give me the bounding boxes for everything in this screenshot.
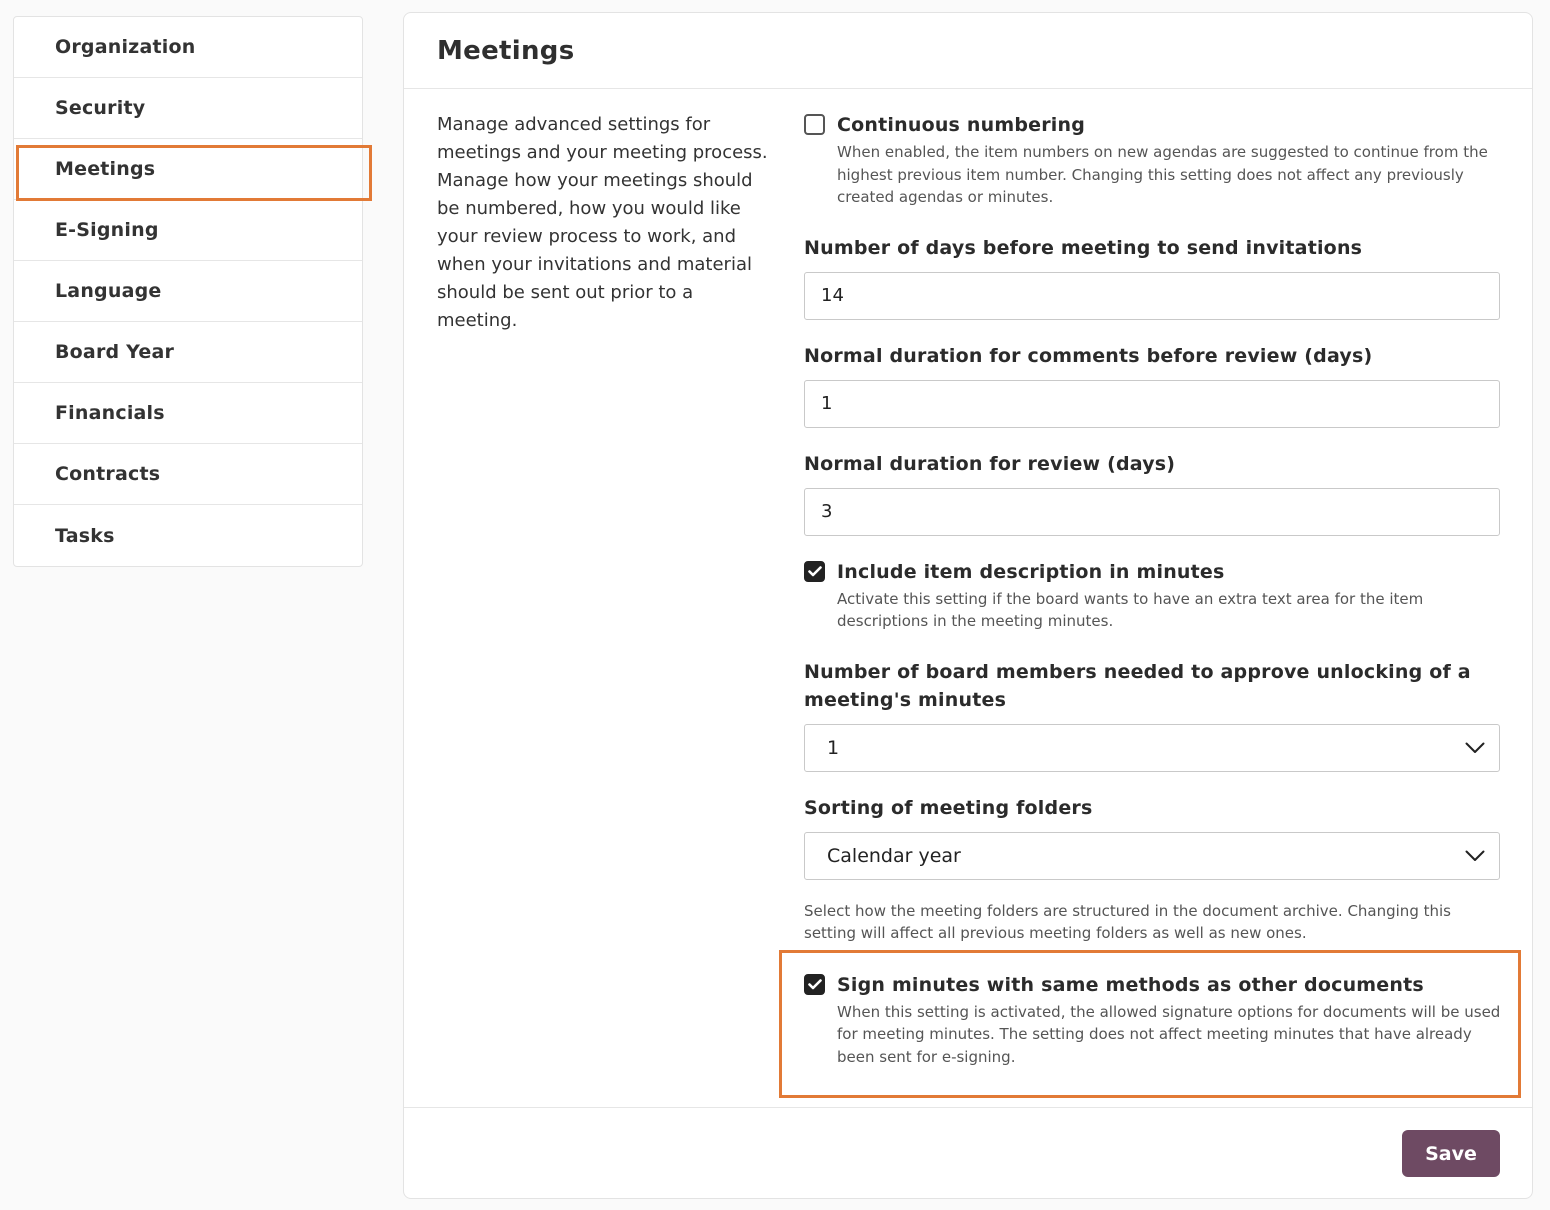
sign-minutes-help: When this setting is activated, the allowed signature options for documents will be used for meeting minutes. The setting does not affect meeting minutes that have already been sent for e-signing. [837, 1002, 1501, 1066]
sidebar-item-label: Security [55, 97, 146, 119]
save-button[interactable]: Save [1402, 1130, 1500, 1177]
folder-sorting-value: Calendar year [827, 844, 961, 867]
sidebar-item-language[interactable] [14, 261, 362, 322]
include-description-setting [804, 558, 1501, 633]
include-description-label: Include item description in minutes [837, 560, 1225, 583]
continuous-numbering-checkbox[interactable] [804, 114, 825, 135]
invite-days-setting [804, 234, 1501, 320]
sign-minutes-checkbox[interactable] [804, 974, 825, 995]
sidebar-item-label: Board Year [55, 341, 175, 363]
settings-sidebar [13, 16, 363, 567]
comment-duration-setting [804, 342, 1501, 428]
unlock-members-setting [804, 658, 1501, 772]
folder-sorting-help: Select how the meeting folders are structured in the document archive. Changing this setting will affect all previous meeting folders as well as new ones. [804, 901, 1451, 942]
sidebar-item-contracts[interactable] [14, 444, 362, 505]
check-icon [808, 979, 822, 990]
include-description-help: Activate this setting if the board wants to have an extra text area for the item descriptions in the meeting minutes. [837, 589, 1424, 630]
check-icon [808, 566, 822, 577]
folder-sorting-select[interactable] [804, 832, 1500, 880]
invite-days-label: Number of days before meeting to send invitations [804, 236, 1363, 259]
folder-sorting-label: Sorting of meeting folders [804, 796, 1093, 819]
invite-days-input[interactable]: 14 [804, 272, 1500, 320]
sidebar-item-label: Meetings [55, 158, 156, 180]
sidebar-item-label: Financials [55, 402, 165, 424]
folder-sorting-setting [804, 794, 1501, 945]
sidebar-item-organization[interactable] [14, 17, 362, 78]
intro-text: Manage advanced settings for meetings and your meeting process. Manage how your meetings should be numbered, how you would like your review process to work, and when your invitations and material should be sent out prior to a meeting. [437, 114, 768, 331]
sign-minutes-setting [804, 971, 1501, 1069]
sidebar-item-board-year[interactable] [14, 322, 362, 383]
continuous-numbering-label: Continuous numbering [837, 114, 1086, 136]
sidebar-item-label: Tasks [55, 524, 115, 547]
sidebar-item-e-signing[interactable] [14, 200, 362, 261]
sidebar-item-label: Language [55, 280, 162, 302]
comment-duration-input[interactable]: 1 [804, 380, 1500, 428]
sidebar-item-label: Organization [55, 36, 196, 58]
continuous-numbering-help: When enabled, the item numbers on new agendas are suggested to continue from the highest previous item number. Changing this setting does not affect any previously created agendas or minutes. [837, 143, 1488, 206]
continuous-numbering-setting [804, 111, 1501, 209]
include-description-checkbox[interactable] [804, 561, 825, 582]
sidebar-item-financials[interactable] [14, 383, 362, 444]
sidebar-item-meetings[interactable] [14, 139, 362, 200]
comment-duration-label: Normal duration for comments before review (days) [804, 344, 1373, 367]
unlock-members-label: Number of board members needed to approve unlocking of a meeting's minutes [804, 660, 1471, 711]
chevron-down-icon [1465, 850, 1485, 862]
review-duration-label: Normal duration for review (days) [804, 452, 1176, 475]
review-duration-setting [804, 450, 1501, 536]
sidebar-item-security[interactable] [14, 78, 362, 139]
card-header [404, 13, 1532, 89]
sidebar-item-label: E-Signing [55, 219, 159, 241]
chevron-down-icon [1465, 742, 1485, 754]
unlock-members-value: 1 [827, 736, 840, 759]
card-footer [404, 1107, 1532, 1199]
sign-minutes-label: Sign minutes with same methods as other documents [837, 973, 1424, 996]
review-duration-input[interactable]: 3 [804, 488, 1500, 536]
settings-form [804, 111, 1501, 1068]
unlock-members-select[interactable] [804, 724, 1500, 772]
meetings-settings-card [403, 12, 1533, 1199]
page-title: Meetings [437, 35, 575, 66]
sidebar-item-tasks[interactable] [14, 505, 362, 566]
sidebar-item-label: Contracts [55, 463, 161, 485]
